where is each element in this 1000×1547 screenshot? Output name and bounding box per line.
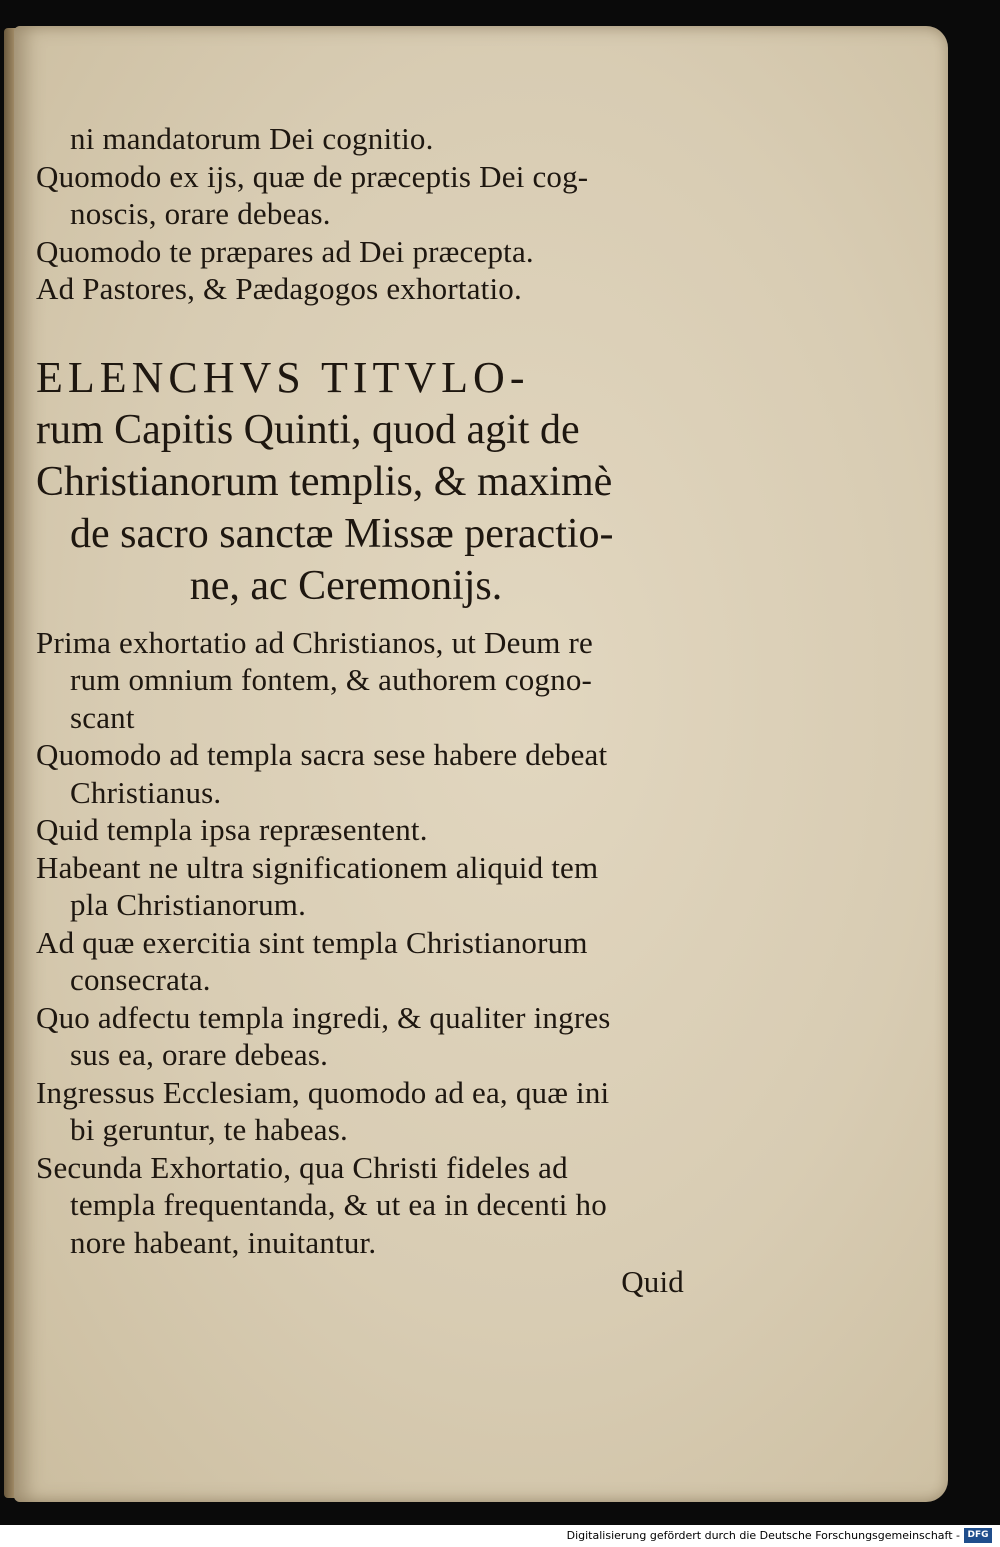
toc-line: consecrata. [70, 962, 211, 997]
footer-bar [0, 1525, 1000, 1547]
toc-line: Quomodo te præpares ad Dei præcepta. [36, 233, 534, 269]
catchword: Quid [621, 1264, 684, 1299]
toc-line: Prima exhortatio ad Christianos, ut Deum re [36, 624, 594, 660]
heading-line: de sacro sanctæ Missæ peractio- [70, 510, 614, 557]
toc-line: Quomodo ad templa sacra sese habere debeat [36, 737, 608, 772]
toc-line: Quomodo ex ijs, quæ de præceptis Dei cog- [36, 158, 589, 194]
dfg-logo: DFG [964, 1528, 992, 1543]
footer-credit: Digitalisierung gefördert durch die Deutsche Forschungsgemeinschaft - [566, 1529, 960, 1542]
heading-line: ELENCHVS TITVLO- [36, 352, 530, 402]
toc-line: Ad quæ exercitia sint templa Christianorum [36, 924, 588, 960]
toc-text-block [36, 120, 696, 1301]
toc-line: Quid templa ipsa repræsentent. [36, 812, 428, 847]
toc-line: nore habeant, inuitantur. [70, 1224, 377, 1260]
toc-line: scant [70, 699, 135, 735]
heading-line: rum Capitis Quinti, quod agit de [36, 406, 580, 453]
toc-line: Secunda Exhortatio, qua Christi fideles ad [36, 1149, 568, 1185]
toc-line: Quo adfectu templa ingredi, & qualiter ingres [36, 999, 611, 1035]
toc-line: noscis, orare debeas. [70, 196, 331, 231]
toc-line: rum omnium fontem, & authorem cogno- [70, 662, 593, 697]
toc-line: Ad Pastores, & Pædagogos exhortatio. [36, 271, 522, 306]
toc-line: Christianus. [70, 774, 222, 810]
toc-line: Ingressus Ecclesiam, quomodo ad ea, quæ ini [36, 1074, 610, 1110]
toc-line: ni mandatorum Dei cognitio. [70, 121, 434, 156]
toc-line: sus ea, orare debeas. [70, 1037, 329, 1072]
toc-line: templa frequentanda, & ut ea in decenti ho [70, 1187, 607, 1222]
toc-line: Habeant ne ultra significationem aliquid tem [36, 849, 599, 885]
heading-line: ne, ac Ceremonijs. [189, 562, 503, 609]
chapter-heading [36, 352, 696, 612]
heading-line: Christianorum templis, & maximè [36, 458, 613, 505]
toc-line: bi geruntur, te habeas. [70, 1112, 348, 1147]
toc-line: pla Christianorum. [70, 887, 307, 922]
toc-entries-before [36, 120, 696, 308]
toc-entries-after [36, 624, 696, 1262]
